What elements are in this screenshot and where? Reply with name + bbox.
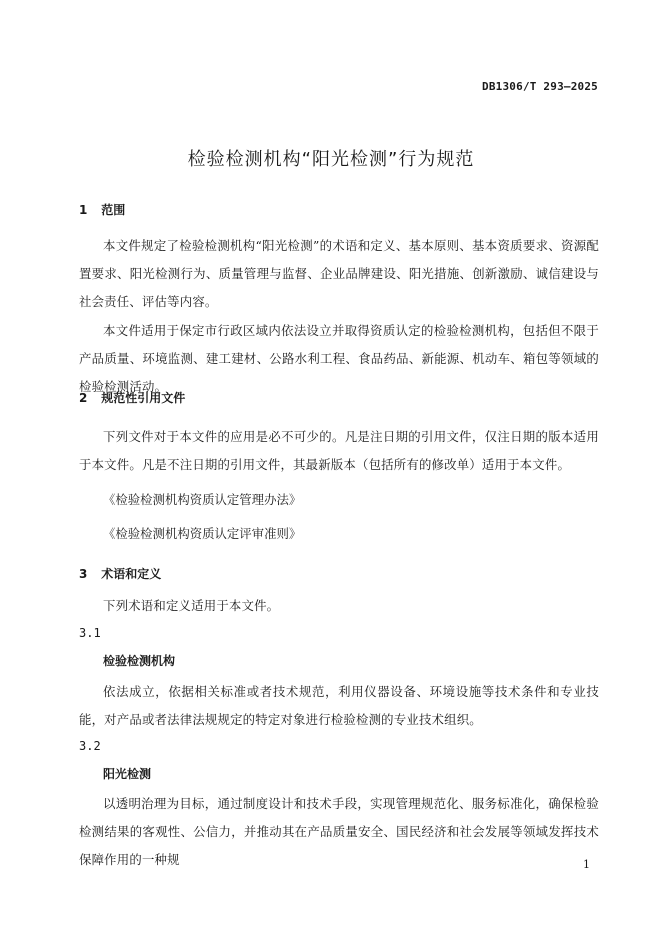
document-code: DB1306/T 293—2025 <box>482 80 598 93</box>
section-1-heading <box>79 201 125 218</box>
term-2-definition: 以透明治理为目标，通过制度设计和技术手段，实现管理规范化、服务标准化，确保检验检测结果的客观性、公信力，并推动其在产品质量安全、国民经济和社会发展等领域发挥技术保障作用的一种规 <box>79 796 599 867</box>
reference-item-2: 《检验检测机构资质认定评审准则》 <box>103 526 302 541</box>
page-number: 1 <box>583 858 590 871</box>
terms-intro: 下列术语和定义适用于本文件。 <box>103 598 280 613</box>
section-3-heading <box>79 565 161 582</box>
term-1-name: 检验检测机构 <box>103 654 176 668</box>
section-number: 3 <box>79 567 88 581</box>
section-2-heading <box>79 389 185 406</box>
section-title: 范围 <box>101 203 126 217</box>
section-number: 1 <box>79 203 88 217</box>
scope-paragraph-1: 本文件规定了检验检测机构“阳光检测”的术语和定义、基本原则、基本资质要求、资源配置要求、阳光检测行为、质量管理与监督、企业品牌建设、阳光措施、创新激励、诚信建设与社会责任、评估等内容。 <box>79 238 599 309</box>
section-title: 规范性引用文件 <box>101 391 186 405</box>
section-title: 术语和定义 <box>101 567 162 581</box>
reference-item-1: 《检验检测机构资质认定管理办法》 <box>103 492 302 507</box>
section-number: 2 <box>79 391 88 405</box>
term-2-number: 3.2 <box>79 739 101 753</box>
term-2-name: 阳光检测 <box>103 767 152 781</box>
document-title: 检验检测机构“阳光检测”行为规范 <box>187 149 475 170</box>
references-paragraph: 下列文件对于本文件的应用是必不可少的。凡是注日期的引用文件，仅注日期的版本适用于本文件。凡是不注日期的引用文件，其最新版本（包括所有的修改单）适用于本文件。 <box>79 429 599 472</box>
term-1-number: 3.1 <box>79 626 101 640</box>
term-1-definition: 依法成立，依据相关标准或者技术规范，利用仪器设备、环境设施等技术条件和专业技能，对产品或者法律法规规定的特定对象进行检验检测的专业技术组织。 <box>79 684 599 727</box>
scope-paragraph-2: 本文件适用于保定市行政区域内依法设立并取得资质认定的检验检测机构，包括但不限于产品质量、环境监测、建工建材、公路水利工程、食品药品、新能源、机动车、箱包等领域的检验检测活动。 <box>79 323 599 394</box>
